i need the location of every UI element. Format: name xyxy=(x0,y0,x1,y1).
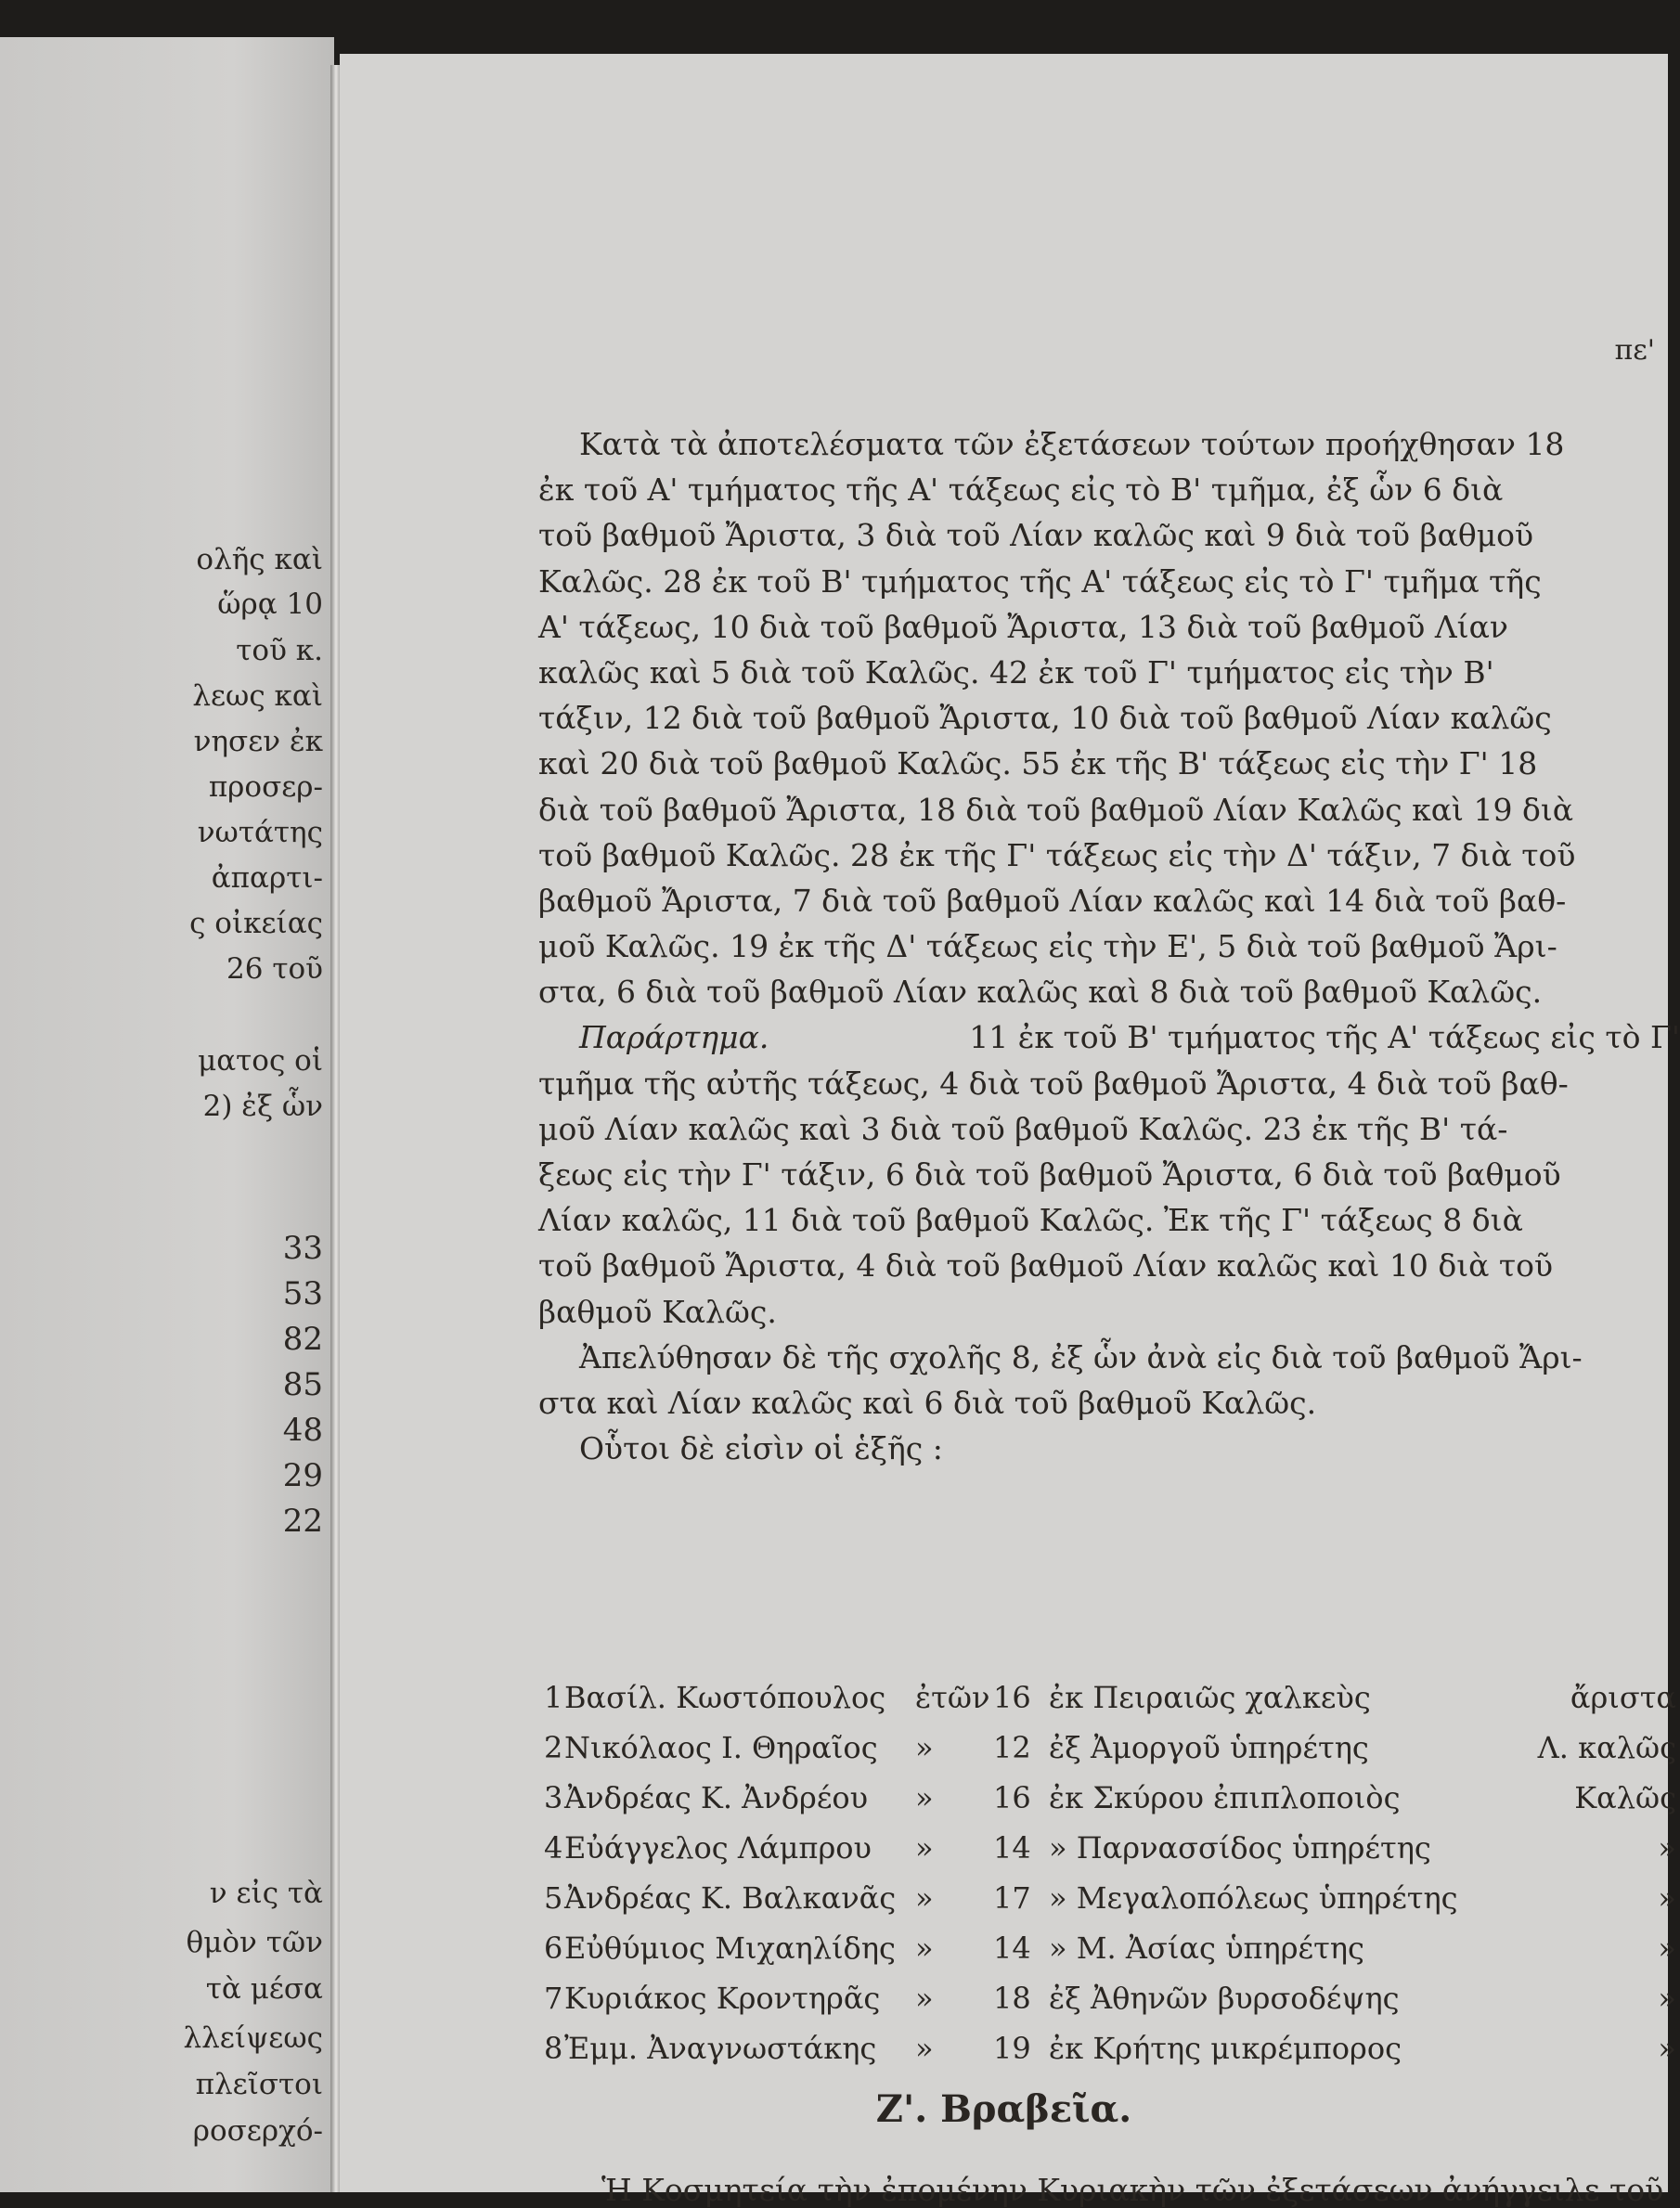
text-line: βαθμοῦ Καλῶς. xyxy=(538,1293,777,1330)
graduate-name: Ἐμμ. Ἀναγνωστάκης xyxy=(564,2031,877,2066)
text-line: μοῦ Λίαν καλῶς καὶ 3 διὰ τοῦ βαθμοῦ Καλῶς. 23 ἐκ τῆς Β' τά- xyxy=(538,1110,1508,1147)
graduate-grade: » xyxy=(1658,1981,1676,2016)
graduate-grade: » xyxy=(1658,2031,1676,2066)
text-line: Ἀπελύθησαν δὲ τῆς σχολῆς 8, ἐξ ὧν ἀνὰ εἰς διὰ τοῦ βαθμοῦ Ἄρι- xyxy=(579,1338,1583,1375)
text-line: μοῦ Καλῶς. 19 ἐκ τῆς Δ' τάξεως εἰς τὴν Ε', 5 διὰ τοῦ βαθμοῦ Ἄρι- xyxy=(538,928,1557,965)
left-number: 82 xyxy=(282,1321,323,1358)
graduate-origin: ἐξ Ἀθηνῶν βυρσοδέψης xyxy=(1049,1981,1400,2016)
left-fragment: τοῦ κ. xyxy=(236,634,323,667)
text-line: Κατὰ τὰ ἀποτελέσματα τῶν ἐξετάσεων τούτων προήχθησαν 18 xyxy=(579,426,1565,462)
graduate-age-label: » xyxy=(915,1780,934,1815)
graduate-number: 6 xyxy=(544,1930,563,1966)
left-number: 85 xyxy=(282,1366,323,1403)
text-line: καὶ 20 διὰ τοῦ βαθμοῦ Καλῶς. 55 ἐκ τῆς Β' τάξεως εἰς τὴν Γ' 18 xyxy=(538,745,1538,782)
graduate-name: Νικόλαος Ι. Θηραῖος xyxy=(564,1730,878,1765)
section-title: Ζ'. Βραβεῖα. xyxy=(875,2087,1132,2131)
left-fragment: ν εἰς τὰ xyxy=(209,1877,323,1910)
text-line: Λίαν καλῶς, 11 διὰ τοῦ βαθμοῦ Καλῶς. Ἐκ τῆς Γ' τάξεως 8 διὰ xyxy=(538,1202,1523,1239)
left-fragment: ἀπαρτι- xyxy=(211,861,323,895)
left-fragment: λλείψεως xyxy=(183,2021,323,2055)
graduate-name: Ἀνδρέας Κ. Ἀνδρέου xyxy=(564,1780,869,1815)
text-line xyxy=(538,1014,1680,1060)
text-line: ξεως εἰς τὴν Γ' τάξιν, 6 διὰ τοῦ βαθμοῦ Ἄριστα, 6 διὰ τοῦ βαθμοῦ xyxy=(538,1156,1561,1193)
graduate-age: 16 xyxy=(993,1780,1031,1815)
graduate-origin: » Μεγαλοπόλεως ὑπηρέτης xyxy=(1049,1880,1458,1916)
graduate-name: Κυριάκος Κροντηρᾶς xyxy=(564,1981,881,2016)
graduate-age: 16 xyxy=(993,1680,1031,1715)
text-line: τοῦ βαθμοῦ Ἄριστα, 4 διὰ τοῦ βαθμοῦ Λίαν καλῶς καὶ 10 διὰ τοῦ xyxy=(538,1247,1554,1285)
left-fragment: τὰ μέσα xyxy=(205,1972,323,2006)
left-fragment: ς οἰκείας xyxy=(189,907,323,940)
left-number: 33 xyxy=(282,1230,323,1267)
right-page xyxy=(340,54,1680,2208)
graduate-name: Εὐθύμιος Μιχαηλίδης xyxy=(564,1930,896,1966)
graduate-age-label: » xyxy=(915,2031,934,2066)
graduate-origin: ἐκ Πειραιῶς χαλκεὺς xyxy=(1049,1680,1371,1715)
text-line: τοῦ βαθμοῦ Ἄριστα, 3 διὰ τοῦ Λίαν καλῶς καὶ 9 διὰ τοῦ βαθμοῦ xyxy=(538,517,1534,554)
graduate-number: 3 xyxy=(544,1780,563,1815)
graduate-row xyxy=(544,1830,1676,1880)
left-fragment: πλεῖστοι xyxy=(195,2068,323,2101)
list-intro: Οὗτοι δὲ εἰσὶν οἱ ἑξῆς : xyxy=(579,1430,943,1467)
graduate-grade: » xyxy=(1658,1830,1676,1866)
body-text xyxy=(538,421,1680,1471)
graduate-name: Βασίλ. Κωστόπουλος xyxy=(564,1680,886,1715)
graduate-row xyxy=(544,1680,1676,1730)
text-line: Α' τάξεως, 10 διὰ τοῦ βαθμοῦ Ἄριστα, 13 διὰ τοῦ βαθμοῦ Λίαν xyxy=(538,608,1508,645)
left-fragment: ολῆς καὶ xyxy=(196,543,323,576)
text-line: τοῦ βαθμοῦ Καλῶς. 28 ἐκ τῆς Γ' τάξεως εἰς τὴν Δ' τάξιν, 7 διὰ τοῦ xyxy=(538,836,1576,873)
text-line: βαθμοῦ Ἄριστα, 7 διὰ τοῦ βαθμοῦ Λίαν καλῶς καὶ 14 διὰ τοῦ βαθ- xyxy=(538,882,1567,919)
graduate-age-label: » xyxy=(915,1830,934,1866)
graduate-age-label: ἐτῶν xyxy=(915,1680,990,1715)
page-number: πε' xyxy=(1614,334,1655,367)
graduate-age: 18 xyxy=(993,1981,1031,2016)
graduate-number: 2 xyxy=(544,1730,563,1765)
graduate-origin: » Παρνασσίδος ὑπηρέτης xyxy=(1049,1830,1431,1866)
graduate-grade: ἄριστα xyxy=(1570,1680,1676,1715)
left-fragment: ὥρᾳ 10 xyxy=(217,588,323,621)
graduate-name: Εὐάγγελος Λάμπρου xyxy=(564,1830,872,1866)
graduate-row xyxy=(544,2031,1676,2081)
graduate-age: 14 xyxy=(993,1930,1031,1966)
graduate-row xyxy=(544,1780,1676,1830)
graduate-age: 19 xyxy=(993,2031,1031,2066)
graduate-number: 1 xyxy=(544,1680,563,1715)
graduate-origin: ἐξ Ἀμοργοῦ ὑπηρέτης xyxy=(1049,1730,1369,1765)
graduate-age-label: » xyxy=(915,1880,934,1916)
appendix-text: 11 ἐκ τοῦ Β' τμήματος τῆς Α' τάξεως εἰς τὸ Γ' xyxy=(969,1019,1680,1056)
left-fragment: ροσερχό- xyxy=(192,2114,323,2148)
left-fragment: λεως καὶ xyxy=(192,679,323,713)
text-line: ἐκ τοῦ Α' τμήματος τῆς Α' τάξεως εἰς τὸ Β' τμῆμα, ἐξ ὧν 6 διὰ xyxy=(538,471,1504,509)
graduate-grade: Καλῶς xyxy=(1574,1780,1676,1815)
left-fragment: ματος οἱ xyxy=(198,1044,323,1078)
graduate-number: 5 xyxy=(544,1880,563,1916)
graduate-row xyxy=(544,1730,1676,1780)
text-line: τμῆμα τῆς αὐτῆς τάξεως, 4 διὰ τοῦ βαθμοῦ Ἄριστα, 4 διὰ τοῦ βαθ- xyxy=(538,1065,1569,1102)
left-page xyxy=(0,37,334,2192)
graduate-row xyxy=(544,1981,1676,2031)
left-number: 48 xyxy=(282,1412,323,1449)
left-fragment: νησεν ἐκ xyxy=(193,725,323,758)
graduate-row xyxy=(544,1930,1676,1981)
graduate-grade: Λ. καλῶς xyxy=(1537,1730,1676,1765)
footer-text-line: Ἡ Κοσμητεία τὴν ἐπομένην Κυριακὴν τῶν ἐξετάσεων ἀνήγγειλε τοῦ xyxy=(601,2172,1664,2208)
left-number: 53 xyxy=(282,1275,323,1312)
graduate-age: 14 xyxy=(993,1830,1031,1866)
graduate-age: 17 xyxy=(993,1880,1031,1916)
text-line: Καλῶς. 28 ἐκ τοῦ Β' τμήματος τῆς Α' τάξεως εἰς τὸ Γ' τμῆμα τῆς xyxy=(538,562,1542,600)
graduate-origin: » Μ. Ἀσίας ὑπηρέτης xyxy=(1049,1930,1364,1966)
graduate-origin: ἐκ Σκύρου ἐπιπλοποιὸς xyxy=(1049,1780,1401,1815)
appendix-label: Παράρτημα. xyxy=(579,1019,769,1056)
graduate-name: Ἀνδρέας Κ. Βαλκανᾶς xyxy=(564,1880,897,1916)
graduates-list xyxy=(544,1680,1676,2081)
graduate-origin: ἐκ Κρήτης μικρέμπορος xyxy=(1049,2031,1402,2066)
text-line: τάξιν, 12 διὰ τοῦ βαθμοῦ Ἄριστα, 10 διὰ τοῦ βαθμοῦ Λίαν καλῶς xyxy=(538,700,1552,737)
graduate-number: 8 xyxy=(544,2031,563,2066)
text-line: στα καὶ Λίαν καλῶς καὶ 6 διὰ τοῦ βαθμοῦ Καλῶς. xyxy=(538,1384,1317,1421)
graduate-age-label: » xyxy=(915,1730,934,1765)
left-fragment: θμὸν τῶν xyxy=(186,1926,323,1959)
graduate-age-label: » xyxy=(915,1930,934,1966)
left-number: 29 xyxy=(282,1457,323,1494)
graduate-row xyxy=(544,1880,1676,1930)
graduate-grade: » xyxy=(1658,1880,1676,1916)
text-line: καλῶς καὶ 5 διὰ τοῦ Καλῶς. 42 ἐκ τοῦ Γ' τμήματος εἰς τὴν Β' xyxy=(538,653,1494,691)
left-fragment: 2) ἐξ ὧν xyxy=(202,1090,323,1123)
graduate-age: 12 xyxy=(993,1730,1031,1765)
graduate-number: 4 xyxy=(544,1830,563,1866)
left-fragment: νωτάτης xyxy=(197,816,323,849)
left-fragment: προσερ- xyxy=(208,770,323,804)
text-line: διὰ τοῦ βαθμοῦ Ἄριστα, 18 διὰ τοῦ βαθμοῦ Λίαν Καλῶς καὶ 19 διὰ xyxy=(538,791,1574,828)
graduate-age-label: » xyxy=(915,1981,934,2016)
graduate-grade: » xyxy=(1658,1930,1676,1966)
graduate-number: 7 xyxy=(544,1981,563,2016)
text-line: στα, 6 διὰ τοῦ βαθμοῦ Λίαν καλῶς καὶ 8 διὰ τοῦ βαθμοῦ Καλῶς. xyxy=(538,974,1543,1011)
left-fragment: 26 τοῦ xyxy=(226,952,323,986)
left-number: 22 xyxy=(282,1503,323,1540)
